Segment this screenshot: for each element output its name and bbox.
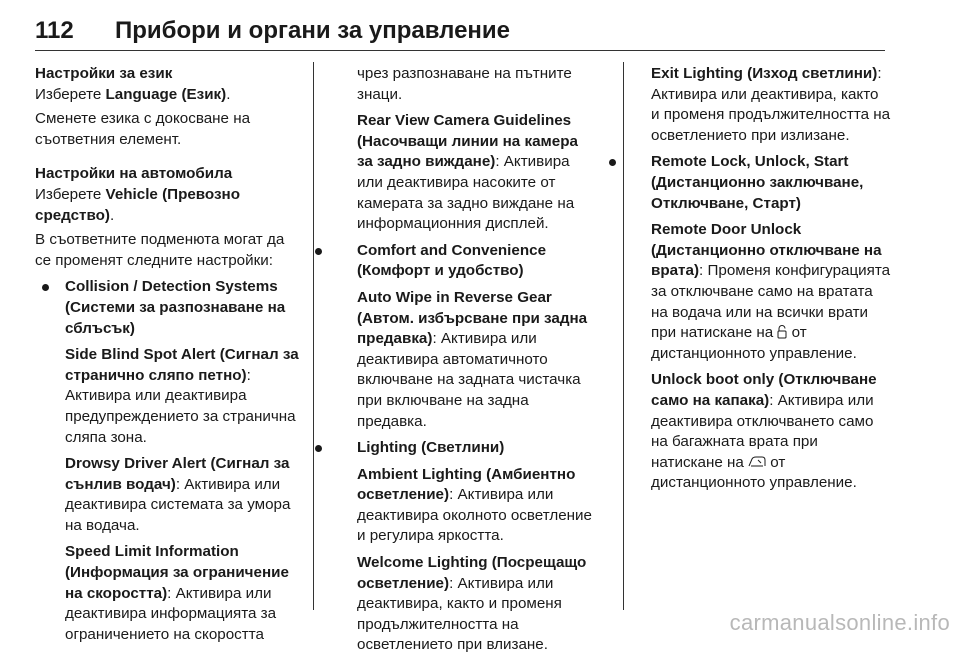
setting-item: Ambient Lighting (Амбиентно осветление): Активира или деактивира околното осветление и регулира яркостта. <box>357 465 592 545</box>
menu-path: Language (Език) <box>105 85 227 103</box>
section-heading: Настройки на автомобила <box>35 165 233 183</box>
menu-path: Vehicle (Превозно средство) <box>35 185 241 224</box>
setting-item: Side Blind Spot Alert (Сигнал за странично сляпо петно): Активира или деактивира предупреждението за странична сляпа зона. <box>65 346 299 446</box>
setting-item: Speed Limit Information (Информация за ограничение на скоростта): Активира или деактивира информацията за ограничението на скоростта <box>65 543 289 643</box>
setting-item: Remote Door Unlock (Дистанционно отключване на врата): Променя конфигурацията за отключване само на вратата на водача или на всички врати при натискане на от дистанционното управление. <box>651 221 891 362</box>
unlock-key-icon <box>777 325 787 339</box>
vehicle-section: Настройки на автомобила Изберете Vehicle (Превозно средство). <box>35 165 241 224</box>
bullet-item: Remote Lock, Unlock, Start (Дистанционно заключване, Отключване, Старт) <box>623 152 891 214</box>
paragraph: В съответните подменюта могат да се променят следните настройки: <box>35 231 285 269</box>
setting-item: Welcome Lighting (Посрещащо осветление): Активира или деактивира, както и променя продължителността на осветлението при влизане. <box>357 554 587 654</box>
column-2 <box>357 64 597 662</box>
bullet-item: Collision / Detection Systems (Системи за разпознаване на сблъсък) <box>35 277 303 339</box>
section-heading: Настройки за език <box>35 65 173 82</box>
setting-item: Exit Lighting (Изход светлини): Активира или деактивира, както и променя продължителността на осветлението при излизане. <box>651 65 891 144</box>
paragraph: чрез разпознаване на пътните знаци. <box>357 65 572 103</box>
language-section: Настройки за език Изберете Language (Език). <box>35 65 231 103</box>
trunk-icon <box>748 454 766 466</box>
setting-item: Unlock boot only (Отключване само на капака): Активира или деактивира отключването само на багажната врата при натискане на от дистанционното управление. <box>651 371 877 492</box>
chapter-title: Прибори и органи за управление <box>115 17 511 44</box>
bullet-item: Comfort and Convenience (Комфорт и удобство) <box>329 241 597 282</box>
paragraph: Сменете езика с докосване на съответния елемент. <box>35 110 251 148</box>
setting-item: Rear View Camera Guidelines (Насочващи линии на камера за задно виждане): Активира или деактивира насоките от камерата за задно виждане на информационния дисплей. <box>357 112 578 233</box>
column-divider <box>313 62 314 610</box>
bullet-item: Lighting (Светлини) <box>329 438 597 459</box>
column-divider <box>623 62 624 610</box>
setting-item: Auto Wipe in Reverse Gear (Автом. избърсване при задна предавка): Активира или деактивира автоматичното включване на задната чистачка при включване на задна предавка. <box>357 288 588 430</box>
setting-item: Drowsy Driver Alert (Сигнал за сънлив водач): Активира или деактивира системата за умора на водача. <box>65 455 291 534</box>
page-number: 112 <box>35 17 74 44</box>
page-header <box>35 16 885 51</box>
column-1 <box>35 64 303 651</box>
column-3 <box>651 64 891 500</box>
watermark: carmanualsonline.info <box>729 610 950 635</box>
